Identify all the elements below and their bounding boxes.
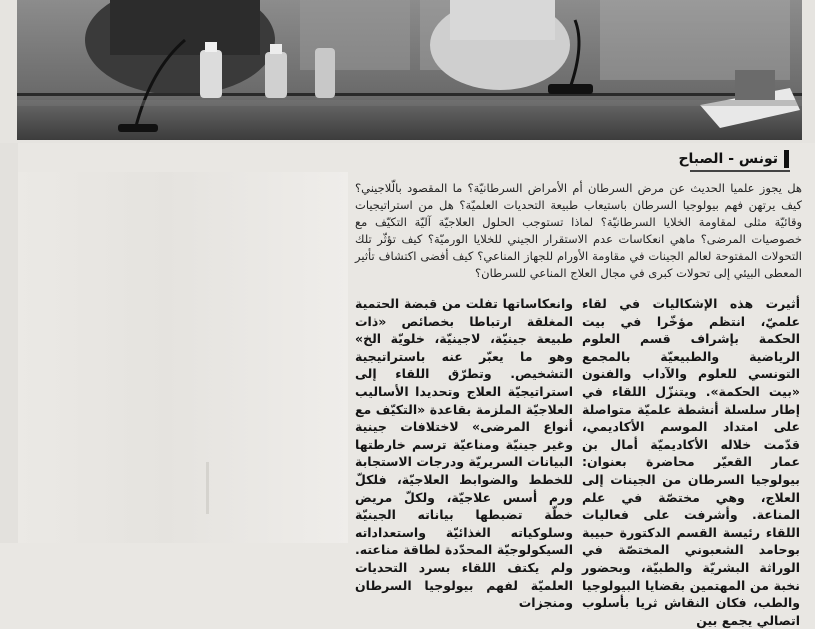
byline-rule bbox=[690, 170, 790, 172]
byline-marker bbox=[784, 150, 789, 168]
article-column-right bbox=[582, 295, 800, 629]
blank-area bbox=[18, 172, 348, 543]
scan-mark bbox=[206, 462, 209, 514]
page-margin bbox=[0, 143, 18, 543]
column-left-text: وانعكاساتها تفلت من قبضة الحتمية المغلقة ارتباطا بخصائص «ذات طبيعة جينيّة، لاجينيّة، خلويّة الخ» وهو ما يعبّر عنه باستراتيجية التشخيص. وتطرّق اللقاء إلى استراتيجيّة العلاج وتحديدا الأساليب العلاجيّة الملزمة بقاعدة «التكيّف مع أنواع المرضى» لاختلافات جينية وغير جينيّة ومناعيّة ترسم خارطتها البيانات السريريّة ودرجات الاستجابة للخطط والضوابط العلاجيّة، فلكلّ ورم أسس علاجيّة، ولكلّ مريض خطّة تضبطها بياناته الجينيّة وسلوكياته الغذائيّة واستعداداته السيكولوجيّة المحدّدة لطاقة مناعته. ولم يكتف اللقاء بسرد التحديات العلميّة لفهم بيولوجيا السرطان ومنجزات bbox=[355, 296, 573, 611]
column-right-text: أثيرت هذه الإشكاليات في لقاء علميّ، انتظم مؤخّرا في بيت الحكمة بإشراف قسم العلوم الرياضية والطبيعيّة بالمجمع التونسي للعلوم والآداب والفنون «بيت الحكمة». ويتنزّل اللقاء في إطار سلسلة أنشطة علميّة متواصلة على امتداد الموسم الأكاديمي، قدّمت خلاله الأكاديميّة أمال بن عمار القعيّر محاضرة بعنوان: بيولوجيا السرطان من الجينات إلى العلاج، وهي مختصّة في علم المناعة. وأشرفت على فعاليات اللقاء رئيسة القسم الدكتورة حبيبة بوحامد الشعبوني المختصّة في الوراثة البشريّة والطبيّة، وبحضور نخبة من المهتمين بقضايا البيولوجيا والطب، فكان النقاش ثريا بأسلوب اتصالي يجمع بين bbox=[582, 296, 800, 628]
article-intro bbox=[355, 180, 802, 282]
byline bbox=[678, 149, 789, 169]
conference-photo bbox=[0, 0, 815, 143]
article-column-left bbox=[355, 295, 573, 612]
byline-text: تونس - الصباح bbox=[678, 151, 778, 167]
intro-paragraph: هل يجوز علميا الحديث عن مرض السرطان أم الأمراض السرطانيّة؟ ما المقصود بالّلاجيني؟ كيف يرتهن فهم بيولوجيا السرطان باستيعاب طبيعة التحديات العلميّة؟ هل من استراتيجيات وقائيّة مثلى لمقاومة الخلايا السرطانيّة؟ لماذا تستوجب الحلول العلاجيّة آليّة التكيّف مع خصوصيات المرضى؟ ماهي انعكاسات عدم الاستقرار الجيني للخلايا الورميّة؟ كيف تؤثّر تلك التحولات المفتوحة لعالم الجينات في مقاومة الأورام للجهاز المناعي؟ كيف أفضى اكتشاف تأثير المعطى البيئي إلى تحولات كبرى في مجال العلاج المناعي للسرطان؟ bbox=[355, 181, 802, 280]
